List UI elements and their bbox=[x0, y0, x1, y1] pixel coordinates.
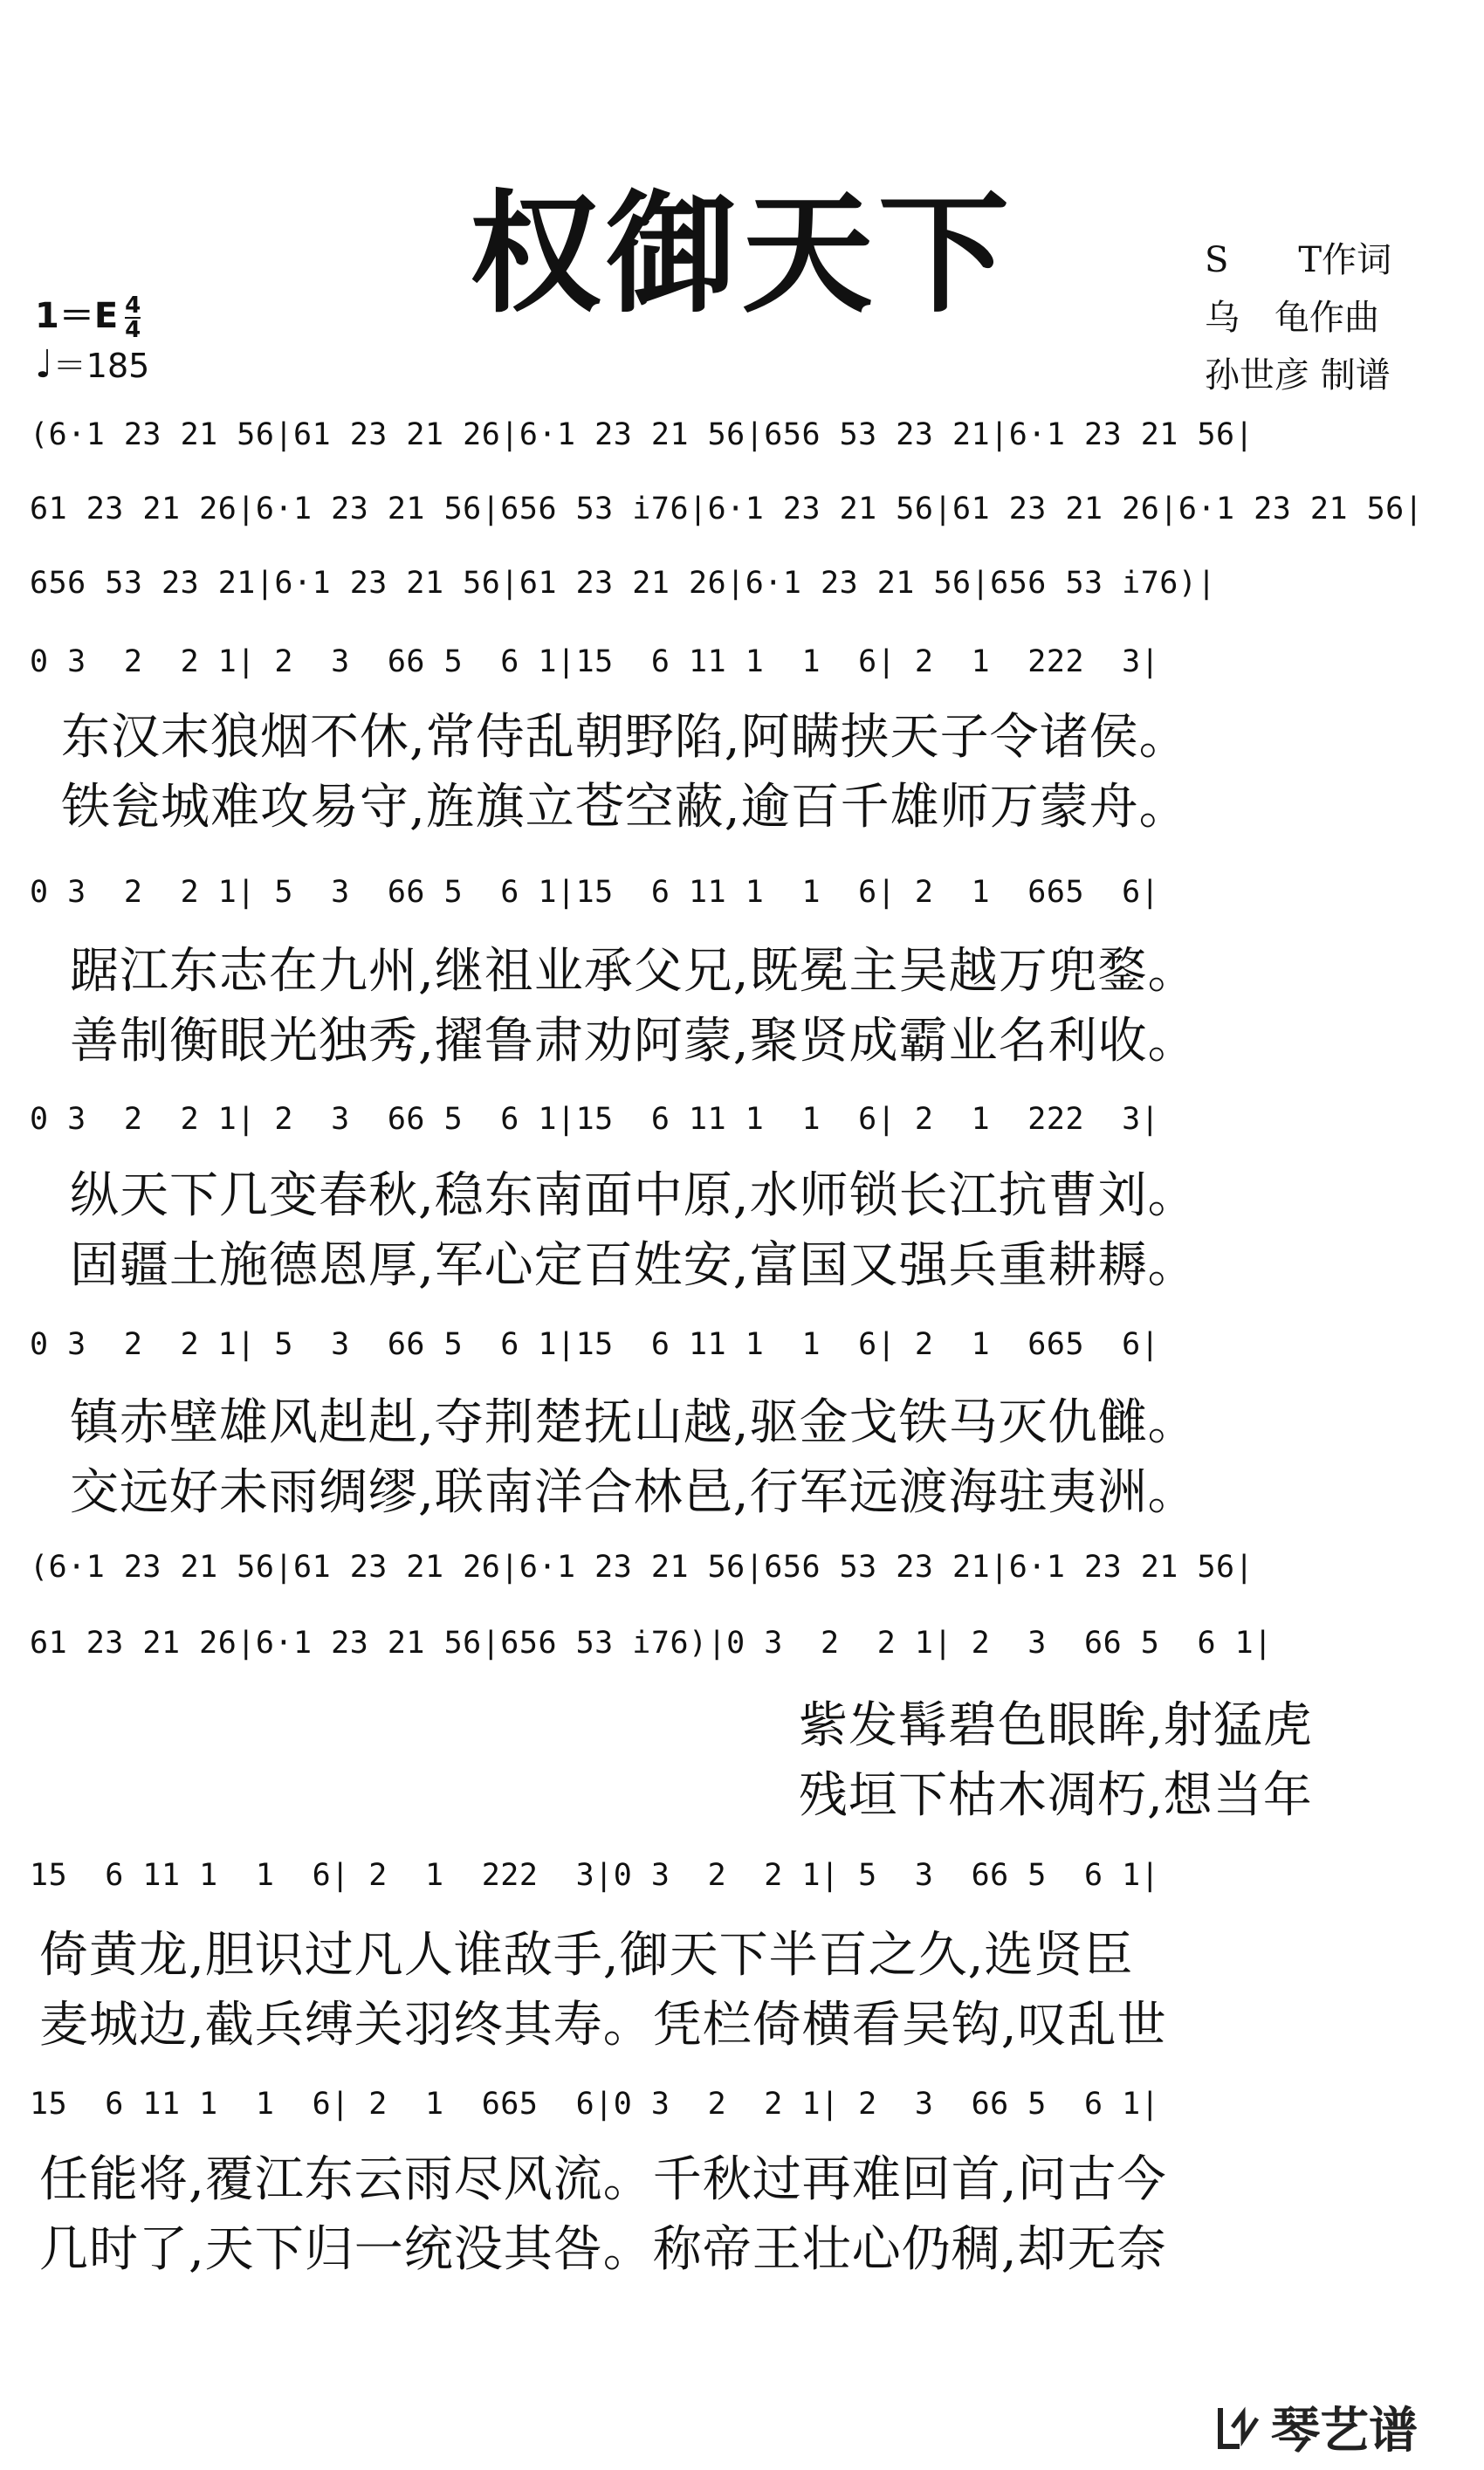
lyric-line-5a: 踞江东志在九州,继祖业承父兄,既冕主吴越万兜鍪。 bbox=[70, 943, 1198, 1000]
lyric-line-10a: 倚黄龙,胆识过凡人谁敌手,御天下半百之久,选贤臣 bbox=[39, 1927, 1134, 1984]
lyric-line-4b: 铁瓮城难攻易守,旌旗立苍空蔽,逾百千雄师万蒙舟。 bbox=[61, 779, 1189, 836]
quarter-note-icon: ♩ bbox=[35, 342, 53, 387]
tempo-marking bbox=[35, 339, 149, 387]
time-bottom: 4 bbox=[125, 317, 141, 343]
notation-line-1: (6·1 23 21 56|61 23 21 26|6·1 23 21 56|656 53 23 21|6·1 23 21 56| bbox=[30, 417, 1254, 452]
notation-line-5: 0 3 2 2 1| 5 3 66 5 6 1|15 6 11 1 1 6| 2 1 665 6| bbox=[30, 875, 1160, 910]
notation-line-6: 0 3 2 2 1| 2 3 66 5 6 1|15 6 11 1 1 6| 2 1 222 3| bbox=[30, 1102, 1160, 1137]
notation-line-9: 61 23 21 26|6·1 23 21 56|656 53 i76)|0 3 2 2 1| 2 3 66 5 6 1| bbox=[30, 1626, 1273, 1661]
lyric-line-11b: 几时了,天下归一统没其咎。称帝王壮心仍稠,却无奈 bbox=[39, 2221, 1167, 2278]
lyric-line-10b: 麦城边,截兵缚关羽终其寿。凭栏倚横看吴钩,叹乱世 bbox=[39, 1997, 1167, 2054]
lyric-line-6a: 纵天下几变春秋,稳东南面中原,水师锁长江抗曹刘。 bbox=[70, 1167, 1198, 1224]
notation-line-2: 61 23 21 26|6·1 23 21 56|656 53 i76|6·1 23 21 56|61 23 21 26|6·1 23 21 56| bbox=[30, 492, 1424, 526]
time-signature bbox=[125, 294, 141, 341]
site-logo bbox=[1213, 2392, 1418, 2462]
notation-line-8: (6·1 23 21 56|61 23 21 26|6·1 23 21 56|656 53 23 21|6·1 23 21 56| bbox=[30, 1550, 1254, 1585]
lyric-line-11a: 任能将,覆江东云雨尽风流。千秋过再难回首,问古今 bbox=[39, 2151, 1167, 2208]
lyric-line-7a: 镇赤壁雄风赳赳,夺荆楚抚山越,驱金戈铁马灭仇雠。 bbox=[70, 1394, 1198, 1451]
lyric-line-9a: 紫发髯碧色眼眸,射猛虎 bbox=[799, 1697, 1313, 1754]
notation-line-11: 15 6 11 1 1 6| 2 1 665 6|0 3 2 2 1| 2 3 66 5 6 1| bbox=[30, 2087, 1160, 2122]
notation-line-10: 15 6 11 1 1 6| 2 1 222 3|0 3 2 2 1| 5 3 66 5 6 1| bbox=[30, 1858, 1160, 1893]
arranger-credit: 孙世彦 制谱 bbox=[1205, 355, 1391, 396]
notation-line-3: 656 53 23 21|6·1 23 21 56|61 23 21 26|6·1 23 21 56|656 53 i76)| bbox=[30, 566, 1217, 601]
lyric-line-5b: 善制衡眼光独秀,擢鲁肃劝阿蒙,聚贤成霸业名利收。 bbox=[70, 1013, 1198, 1070]
lyric-line-7b: 交远好未雨绸缪,联南洋合林邑,行军远渡海驻夷洲。 bbox=[70, 1464, 1198, 1521]
tempo-value: ＝185 bbox=[52, 347, 150, 385]
page-title: 权御天下 bbox=[469, 179, 1014, 331]
key-label: 1＝E bbox=[35, 296, 119, 336]
logo-mark-icon bbox=[1213, 2401, 1266, 2453]
composer-credit: 乌 龟作曲 bbox=[1205, 298, 1379, 338]
lyric-line-4a: 东汉末狼烟不休,常侍乱朝野陷,阿瞒挟天子令诸侯。 bbox=[61, 709, 1189, 766]
lyricist-credit: S T作词 bbox=[1205, 240, 1392, 280]
credits bbox=[1205, 231, 1391, 404]
notation-line-7: 0 3 2 2 1| 5 3 66 5 6 1|15 6 11 1 1 6| 2 1 665 6| bbox=[30, 1327, 1160, 1362]
key-signature bbox=[35, 288, 141, 341]
logo-text: 琴艺谱 bbox=[1271, 2403, 1418, 2460]
lyric-line-6b: 固疆土施德恩厚,军心定百姓安,富国又强兵重耕耨。 bbox=[70, 1237, 1198, 1294]
time-top: 4 bbox=[125, 292, 141, 319]
lyric-line-9b: 残垣下枯木凋朽,想当年 bbox=[799, 1767, 1313, 1824]
notation-line-4: 0 3 2 2 1| 2 3 66 5 6 1|15 6 11 1 1 6| 2 1 222 3| bbox=[30, 644, 1160, 679]
